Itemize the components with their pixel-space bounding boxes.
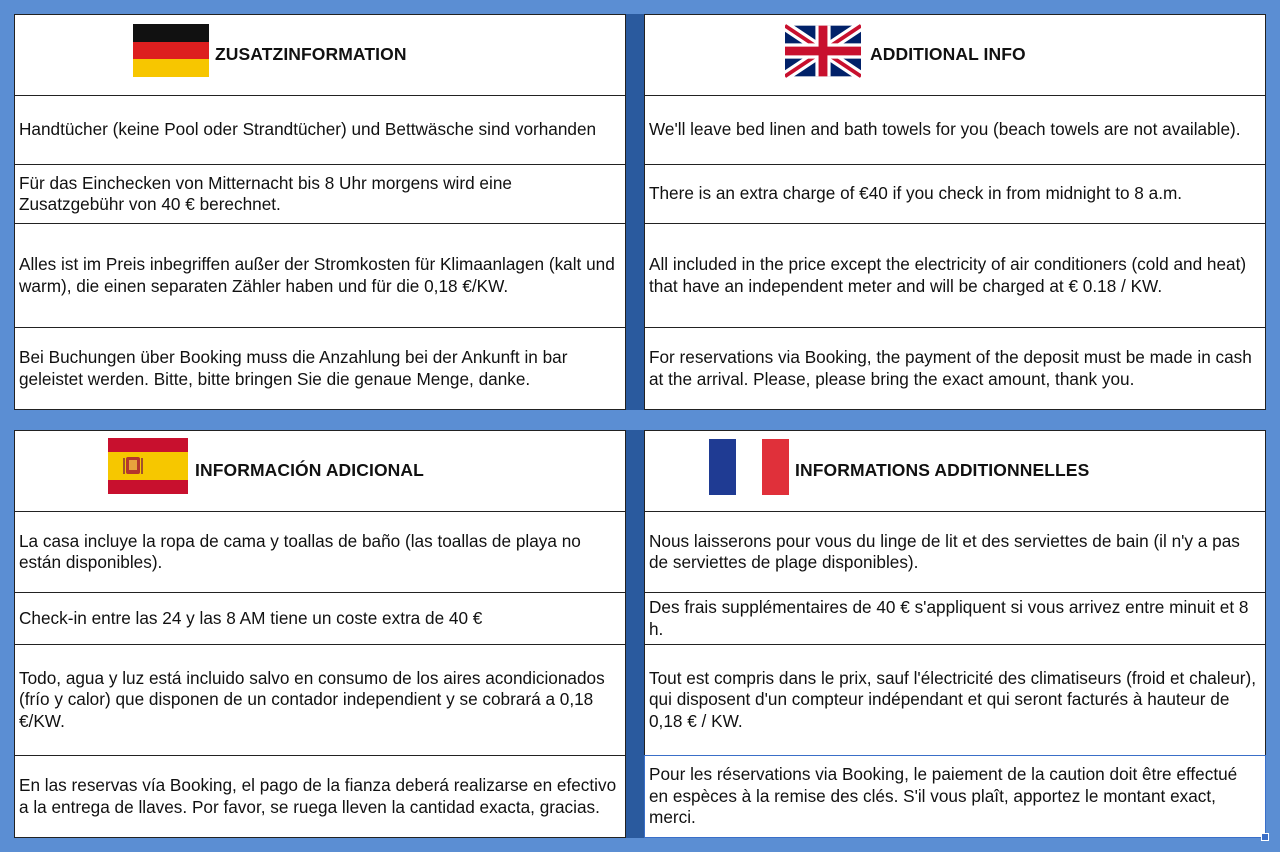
table-cell[interactable]: Bei Buchungen über Booking muss die Anzahlung bei der Ankunft in bar geleistet werden. Bitte, bitte bringen Sie die genaue Menge, danke.	[14, 327, 626, 410]
table-cell[interactable]: There is an extra charge of €40 if you check in from midnight to 8 a.m.	[644, 164, 1266, 224]
france-flag-icon	[709, 439, 789, 495]
spanish-header-cell[interactable]	[14, 430, 626, 512]
uk-flag-icon	[785, 24, 861, 78]
table-cell[interactable]: Handtücher (keine Pool oder Strandtücher) und Bettwäsche sind vorhanden	[14, 95, 626, 165]
english-column	[644, 14, 1266, 410]
table-cell[interactable]: Tout est compris dans le prix, sauf l'électricité des climatiseurs (froid et chaleur), qui disposent d'un compteur indépendant et qui seront facturés à hauteur de 0,18 € / KW.	[644, 644, 1266, 756]
english-header-cell[interactable]	[644, 14, 1266, 96]
table-cell[interactable]: Nous laisserons pour vous du linge de lit et des serviettes de bain (il n'y a pas de serviettes de plage disponibles).	[644, 511, 1266, 593]
table-cell[interactable]: Alles ist im Preis inbegriffen außer der Stromkosten für Klimaanlagen (kalt und warm), die einen separaten Zähler haben und für die 0,18 €/KW.	[14, 223, 626, 328]
table-cell[interactable]: Des frais supplémentaires de 40 € s'appliquent si vous arrivez entre minuit et 8 h.	[644, 592, 1266, 645]
cell-text: Pour les réservations via Booking, le paiement de la caution doit être effectué en espèces à la remise des clés. S'il vous plaît, apportez le montant exact, merci.	[649, 764, 1238, 828]
table-cell[interactable]: Todo, agua y luz está incluido salvo en consumo de los aires acondicionados (frío y calor) que disponen de un contador independient y se cobrará a 0,18 €/KW.	[14, 644, 626, 756]
french-header-cell[interactable]	[644, 430, 1266, 512]
english-title: ADDITIONAL INFO	[870, 44, 1026, 65]
table-cell[interactable]: Check-in entre las 24 y las 8 AM tiene un coste extra de 40 €	[14, 592, 626, 645]
germany-flag-icon	[133, 24, 209, 77]
info-table-1	[14, 14, 1266, 410]
table-cell[interactable]: For reservations via Booking, the payment of the deposit must be made in cash at the arrival. Please, please bring the exact amount, thank you.	[644, 327, 1266, 410]
selection-handle[interactable]	[1261, 833, 1269, 841]
german-title: ZUSATZINFORMATION	[215, 44, 407, 65]
french-title: INFORMATIONS ADDITIONNELLES	[795, 460, 1090, 481]
table-cell[interactable]: We'll leave bed linen and bath towels for you (beach towels are not available).	[644, 95, 1266, 165]
spain-flag-icon	[108, 438, 188, 494]
french-column	[644, 430, 1266, 838]
spanish-title: INFORMACIÓN ADICIONAL	[195, 460, 424, 481]
german-header-cell[interactable]	[14, 14, 626, 96]
info-table-2	[14, 430, 1266, 838]
table-cell[interactable]: En las reservas vía Booking, el pago de la fianza deberá realizarse en efectivo a la entrega de llaves. Por favor, se ruega lleven la cantidad exacta, gracias.	[14, 755, 626, 838]
table-cell[interactable]: Für das Einchecken von Mitternacht bis 8 Uhr morgens wird eine Zusatzgebühr von 40 € berechnet.	[14, 164, 626, 224]
table-cell[interactable]: All included in the price except the electricity of air conditioners (cold and heat) that have an independent meter and will be charged at € 0.18 / KW.	[644, 223, 1266, 328]
spanish-column	[14, 430, 626, 838]
table-cell[interactable]: La casa incluye la ropa de cama y toallas de baño (las toallas de playa no están disponibles).	[14, 511, 626, 593]
table-cell-selected[interactable]	[644, 755, 1266, 838]
german-column	[14, 14, 626, 410]
